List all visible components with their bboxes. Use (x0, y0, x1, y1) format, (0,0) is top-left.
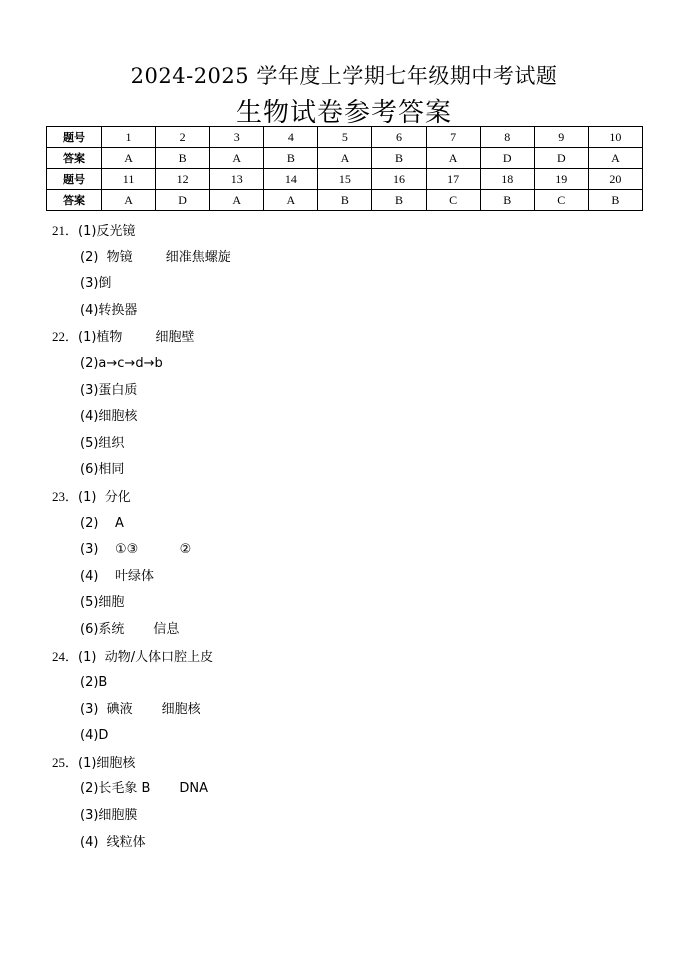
answer-part: (3) ①③ ② (80, 542, 192, 558)
answer-cell: A (426, 148, 480, 169)
question-number-cell: 2 (156, 127, 210, 148)
answer-part: (5)组织 (80, 435, 125, 451)
question-number-cell: 18 (480, 169, 534, 190)
answer-cell: A (102, 148, 156, 169)
question-number-cell: 5 (318, 127, 372, 148)
question-number-cell: 12 (156, 169, 210, 190)
question-number-cell: 3 (210, 127, 264, 148)
exam-title: 2024-2025 学年度上学期七年级期中考试题 (130, 64, 558, 88)
row-label: 答案 (47, 148, 102, 169)
answer-cell: D (480, 148, 534, 169)
row-label: 答案 (47, 190, 102, 211)
question-number-cell: 19 (534, 169, 588, 190)
answer-part: (3)细胞膜 (80, 808, 138, 824)
question-line (52, 324, 642, 351)
answer-part: (5)细胞 (80, 595, 125, 611)
answer-part: (2) 物镜 细准焦螺旋 (80, 249, 231, 265)
answer-key-subtitle: 生物试卷参考答案 (235, 98, 452, 128)
row-label: 题号 (47, 127, 102, 148)
answer-part: (2)B (80, 675, 108, 691)
answer-cell: B (156, 148, 210, 169)
question-number-cell: 17 (426, 169, 480, 190)
question-number: 21． (52, 223, 79, 238)
answer-cell: B (372, 190, 426, 211)
answer-part: (4) 线粒体 (80, 834, 146, 850)
question-number: 22． (52, 329, 79, 345)
answer-part: (1)反光镜 (78, 224, 136, 239)
answer-cell: B (318, 190, 372, 211)
answer-part: (2) A (80, 515, 124, 531)
question-number: 24． (52, 648, 79, 664)
free-response-answers (52, 218, 642, 856)
answer-cell: A (264, 190, 318, 211)
answer-part: (6)相同 (80, 462, 125, 478)
question-line (52, 484, 642, 511)
question-line (52, 644, 642, 671)
question-number-cell: 7 (426, 127, 480, 148)
answer-cell: B (480, 190, 534, 211)
answer-row (47, 190, 643, 211)
answer-part: (1)植物 细胞壁 (78, 330, 195, 346)
answer-part: (1) 动物/人体口腔上皮 (78, 649, 214, 665)
answer-part: (1)细胞核 (78, 755, 136, 771)
question-number-cell: 9 (534, 127, 588, 148)
answer-cell: A (210, 190, 264, 211)
question-number-cell: 20 (588, 169, 642, 190)
answer-part: (4)转换器 (80, 302, 138, 318)
question-line (52, 750, 642, 777)
question-number-cell: 1 (102, 127, 156, 148)
answer-cell: A (210, 148, 264, 169)
question-number-cell: 6 (372, 127, 426, 148)
answer-cell: A (588, 148, 642, 169)
question-number-cell: 4 (264, 127, 318, 148)
question-number-cell: 10 (588, 127, 642, 148)
answer-part: (3)蛋白质 (80, 382, 138, 398)
question-number-row (47, 169, 643, 190)
answer-part: (6)系统 信息 (80, 621, 180, 637)
answer-cell: B (588, 190, 642, 211)
question-number: 23． (52, 488, 79, 504)
row-label: 题号 (47, 169, 102, 190)
answer-cell: B (264, 148, 318, 169)
question-number-cell: 15 (318, 169, 372, 190)
answer-part: (4)细胞核 (80, 409, 138, 425)
answer-part: (2)a→c→d→b (80, 355, 163, 371)
answer-cell: A (318, 148, 372, 169)
question-number-cell: 13 (210, 169, 264, 190)
answer-cell: D (156, 190, 210, 211)
answer-part: (1) 分化 (78, 489, 131, 505)
answer-cell: A (102, 190, 156, 211)
answer-cell: C (426, 190, 480, 211)
question-number-row (47, 127, 643, 148)
answer-part: (2)长毛象 B DNA (80, 781, 209, 797)
answer-cell: C (534, 190, 588, 211)
answer-table (46, 126, 643, 211)
answer-cell: D (534, 148, 588, 169)
question-number-cell: 16 (372, 169, 426, 190)
answer-part: (4) 叶绿体 (80, 568, 154, 584)
question-line (52, 218, 642, 245)
answer-part: (3)倒 (80, 276, 112, 292)
question-number: 25． (52, 754, 79, 770)
answer-part: (3) 碘液 细胞核 (80, 701, 201, 717)
answer-part: (4)D (80, 728, 109, 744)
question-number-cell: 8 (480, 127, 534, 148)
answer-cell: B (372, 148, 426, 169)
question-number-cell: 14 (264, 169, 318, 190)
answer-row (47, 148, 643, 169)
question-number-cell: 11 (102, 169, 156, 190)
